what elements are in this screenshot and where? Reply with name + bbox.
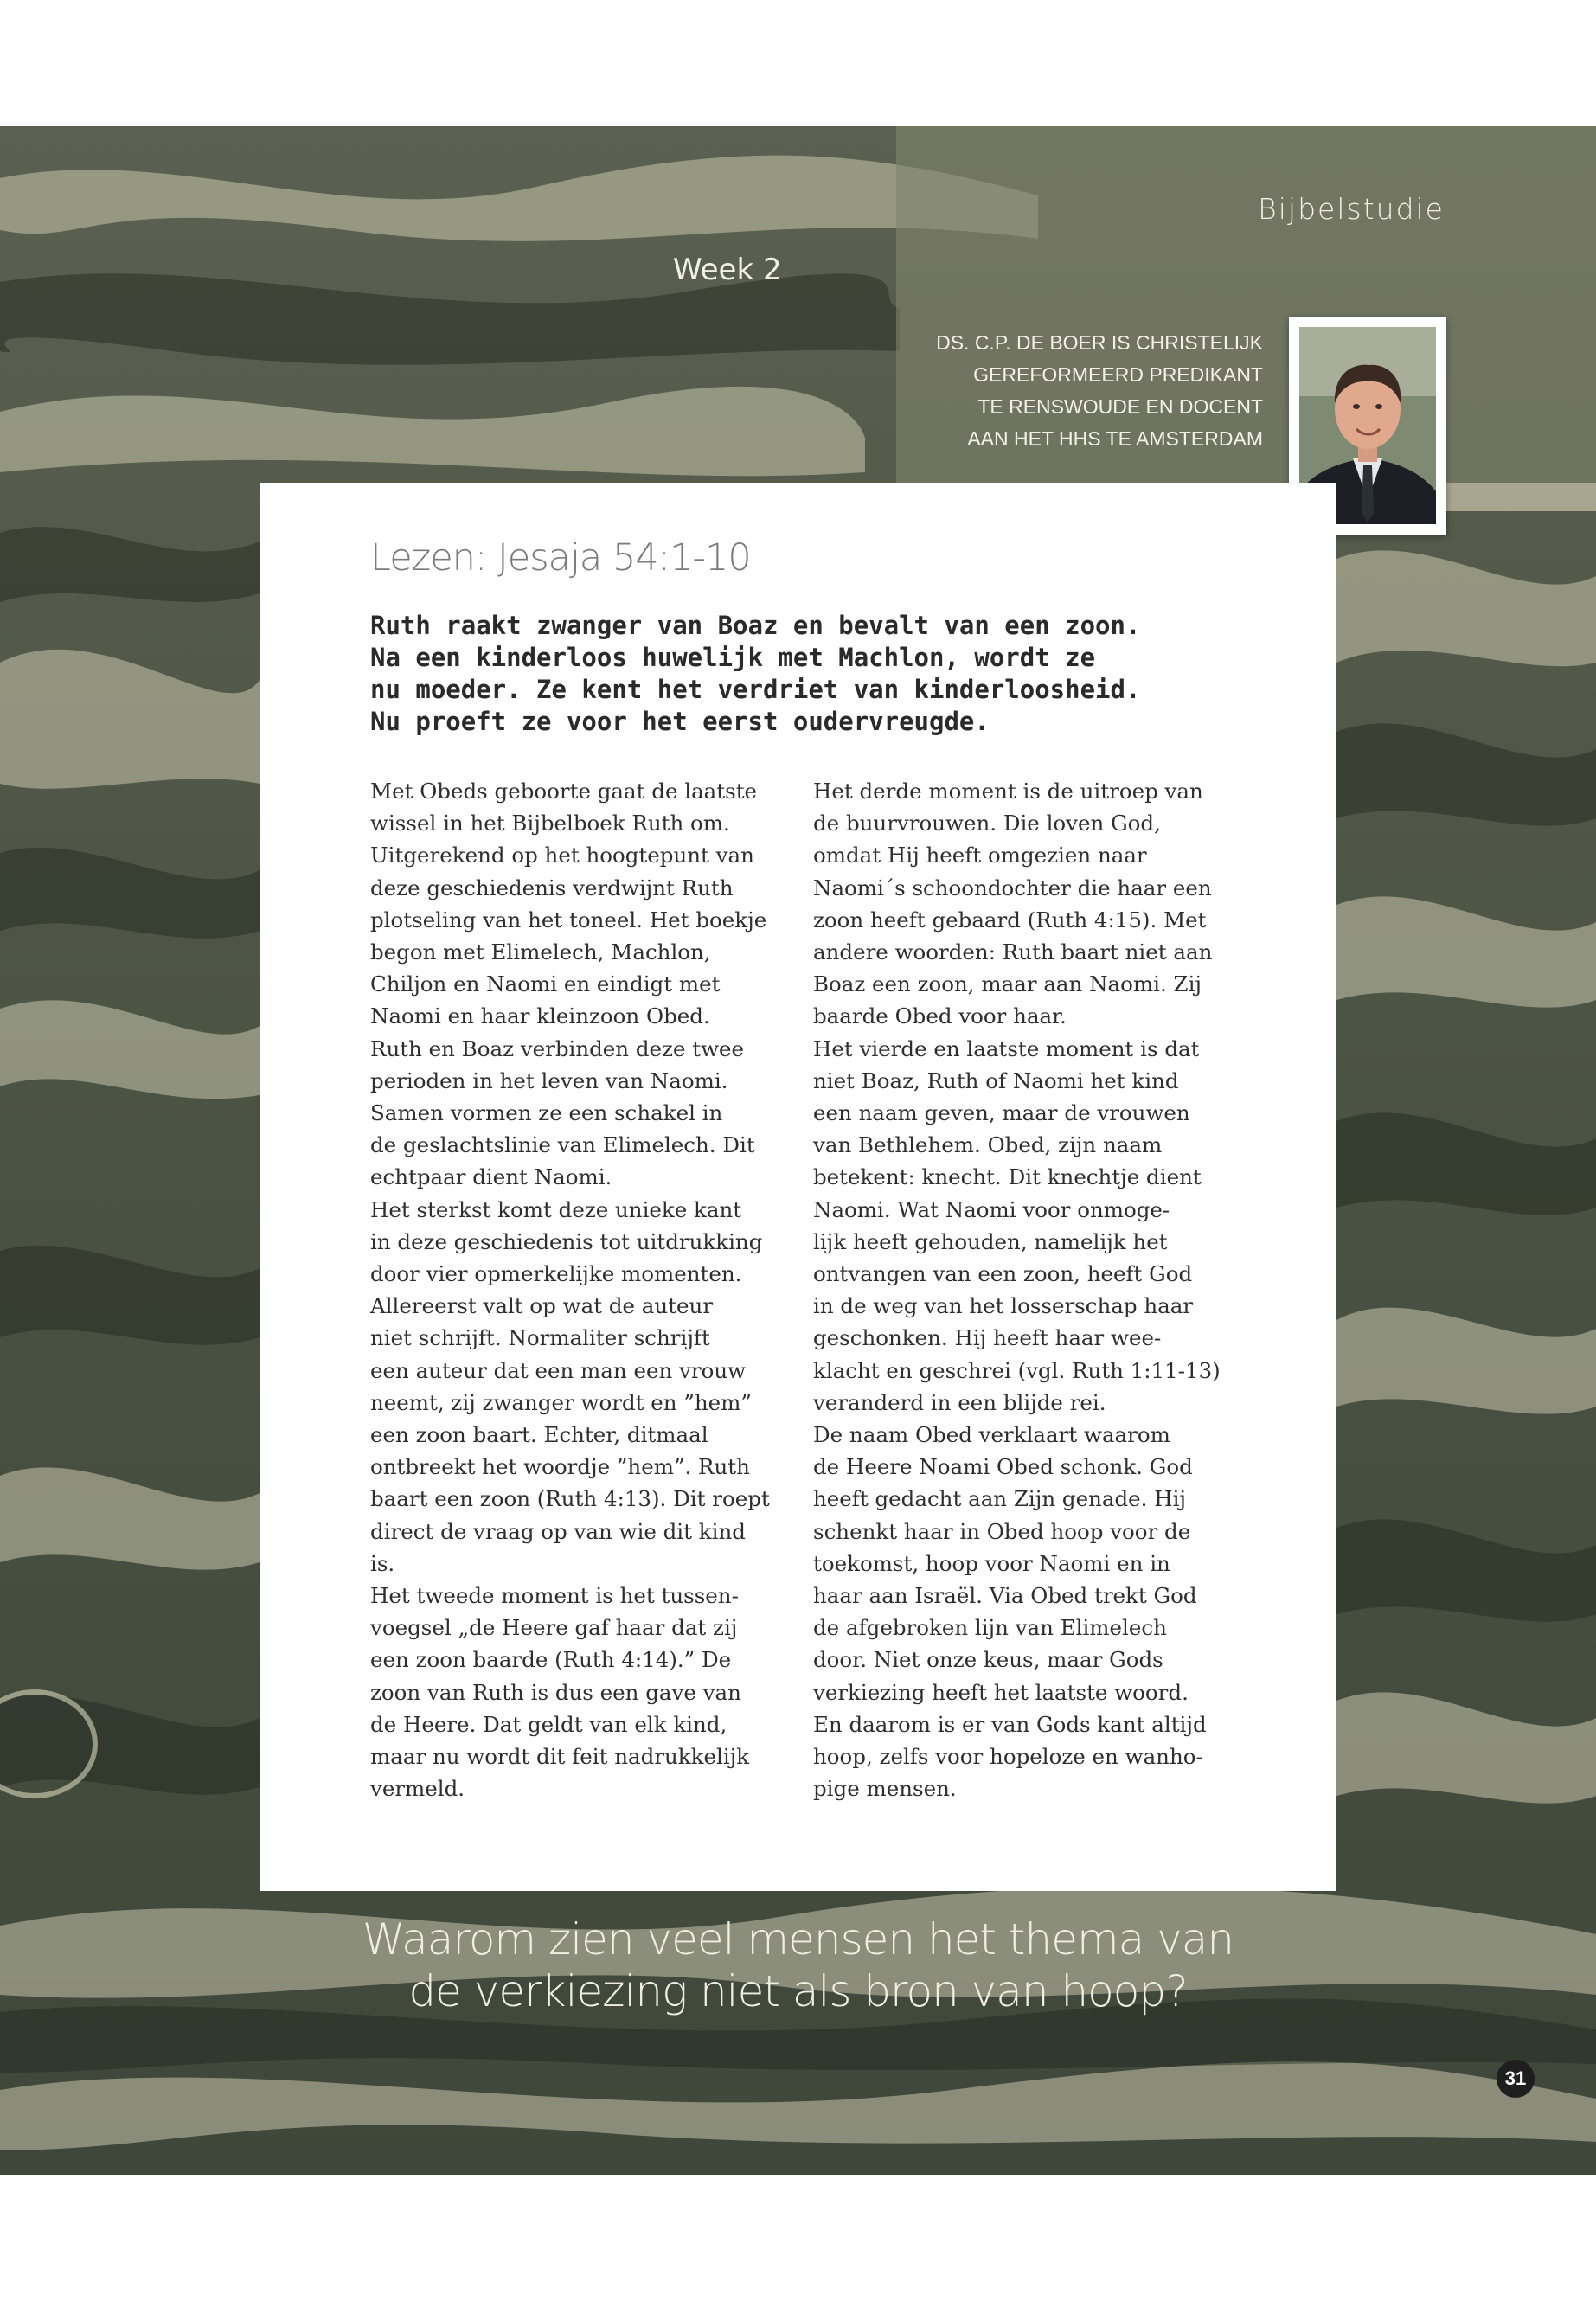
author-bio xyxy=(882,327,1263,455)
reading-reference: Lezen: Jesaja 54:1-10 xyxy=(370,536,751,580)
intro-typewriter: Ruth raakt zwanger van Boaz en bevalt van een zoon. Na een kinderloos huwelijk met Machlon, wordt ze nu moeder. Ze kent het verdriet van kinderloosheid. Nu proeft ze voor het eerst oudervreugde. xyxy=(370,611,1141,736)
discussion-question: Waarom zien veel mensen het thema van de verkiezing niet als bron van hoop? xyxy=(362,1914,1234,2016)
body-column-right: Het derde moment is de uitroep van de buurvrouwen. Die loven God, omdat Hij heeft omgezien naar Naomi´s schoondochter die haar een zoon heeft gebaard (Ruth 4:15). Met andere woorden: Ruth baart niet aan Boaz een zoon, maar aan Naomi. Zij baarde Obed voor haar. Het vierde en laatste moment is dat niet Boaz, Ruth of Naomi het kind een naam geven, maar de vrouwen van Bethlehem. Obed, zijn naam betekent: knecht. Dit knechtje dient Naomi. Wat Naomi voor onmoge- lijk heeft gehouden, namelijk het ontvangen van een zoon, heeft God in de weg van het losserschap haar geschonken. Hij heeft haar wee- klacht en geschrei (vgl. Ruth 1:11-13) veranderd in een blijde rei. De naam Obed verklaart waarom de Heere Noami Obed schonk. God heeft gedacht aan Zijn genade. Hij schenkt haar in Obed hoop voor de toekomst, hoop voor Naomi en in haar aan Israël. Via Obed trekt God de afgebroken lijn van Elimelech door. Niet onze keus, maar Gods verkiezing heeft het laatste woord. En daarom is er van Gods kant altijd hoop, zelfs voor hopeloze en wanho- pige mensen. xyxy=(813,779,1221,1802)
section-label: Bijbelstudie xyxy=(1258,192,1445,226)
page-number: 31 xyxy=(1497,2060,1535,2098)
body-column-left: Met Obeds geboorte gaat de laatste wissel in het Bijbelboek Ruth om. Uitgerekend op het hoogtepunt van deze geschiedenis verdwijnt Ruth plotseling van het toneel. Het boekje begon met Elimelech, Machlon, Chiljon en Naomi en eindigt met Naomi en haar kleinzoon Obed. Ruth en Boaz verbinden deze twee perioden in het leven van Naomi. Samen vormen ze een schakel in de geslachtslinie van Elimelech. Dit echtpaar dient Naomi. Het sterkst komt deze unieke kant in deze geschiedenis tot uitdrukking door vier opmerkelijke momenten. Allereerst valt op wat de auteur niet schrijft. Normaliter schrijft een auteur dat een man een vrouw neemt, zij zwanger wordt en ”hem” een zoon baart. Echter, ditmaal ontbreekt het woordje ”hem”. Ruth baart een zoon (Ruth 4:13). Dit roept direct de vraag op van wie dit kind is. Het tweede moment is het tussen- voegsel „de Heere gaf haar dat zij een zoon baarde (Ruth 4:14).” De zoon van Ruth is dus een gave van de Heere. Dat geldt van elk kind, maar nu wordt dit feit nadrukkelijk vermeld. xyxy=(370,779,770,1802)
author-bio-text: DS. C.P. DE BOER IS CHRISTELIJK GEREFORMEERD PREDIKANT TE RENSWOUDE EN DOCENT AAN HET HHS TE AMSTERDAM xyxy=(936,331,1263,450)
week-label: Week 2 xyxy=(673,253,782,287)
